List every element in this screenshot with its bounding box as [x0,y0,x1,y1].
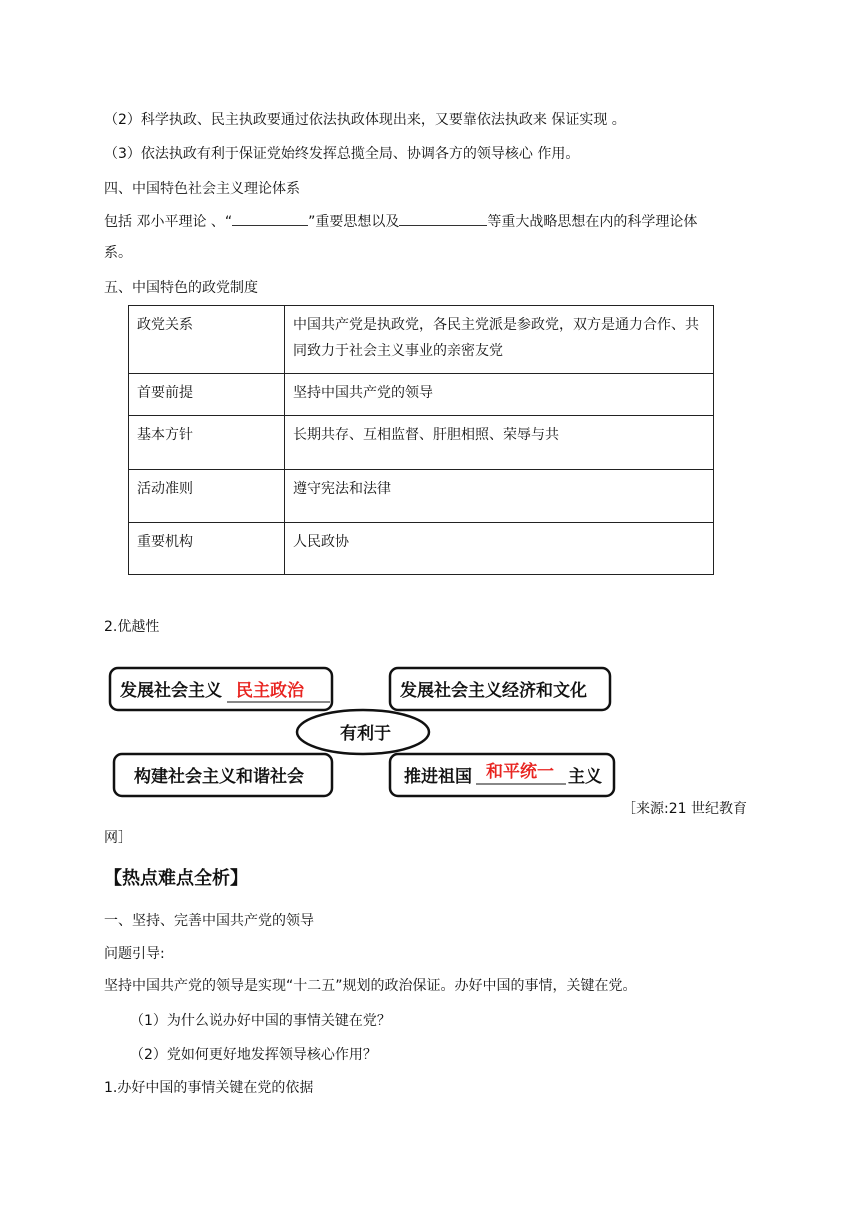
table-key: 活动准则 [129,470,285,523]
section-4-heading: 四、中国特色社会主义理论体系 [104,181,300,197]
question-text: 坚持中国共产党的领导是实现“十二五”规划的政治保证。办好中国的事情，关键在党。 [104,978,637,994]
table-key: 首要前提 [129,374,285,416]
table-row [129,306,714,374]
table-key: 政党关系 [129,306,285,374]
source-note-end: 网］ [104,830,132,846]
party-system-table [128,305,714,575]
advantage-diagram [100,660,620,800]
section-4-end: 系。 [104,245,132,261]
table-value: 中国共产党是执政党，各民主党派是参政党，双方是通力合作、共同致力于社会主义事业的亲密友党 [285,306,714,374]
section-5-heading: 五、中国特色的政党制度 [104,280,258,296]
text-line-3: （3）依法执政有利于保证党始终发挥总揽全局、协调各方的领导核心 作用。 [104,146,580,162]
section-1-heading: 一、坚持、完善中国共产党的领导 [104,913,314,929]
tr-text: 发展社会主义经济和文化 [400,681,587,701]
center-text: 有利于 [340,724,391,744]
hot-title: 【热点难点全析】 [104,868,248,889]
table-value: 长期共存、互相监督、肝胆相照、荣辱与共 [285,416,714,470]
point-1-heading: 1.办好中国的事情关键在党的依据 [104,1080,314,1096]
blank-2 [399,211,487,226]
section-4-text-a: 包括 邓小平理论 、“ [104,214,233,230]
source-note: ［来源:21 世纪教育 [622,801,747,817]
text-line-2: （2）科学执政、民主执政要通过依法执政体现出来，又要靠依法执政来 保证实现 。 [104,112,626,128]
blank-1 [232,211,308,226]
tl-prefix: 发展社会主义 [120,681,222,701]
table-value: 遵守宪法和法律 [285,470,714,523]
table-row [129,416,714,470]
br-fill: 和平统一 [486,762,554,782]
table-key: 基本方针 [129,416,285,470]
advantage-title: 2.优越性 [104,619,160,635]
bl-text: 构建社会主义和谐社会 [134,767,304,787]
section-4-text-b: ”重要思想以及 [308,214,400,230]
table-value: 人民政协 [285,523,714,575]
table-row [129,470,714,523]
table-value: 坚持中国共产党的领导 [285,374,714,416]
br-suffix: 主义 [568,767,602,787]
table-row [129,374,714,416]
section-4-body [104,211,697,232]
table-row [129,523,714,575]
br-prefix: 推进祖国 [404,767,472,787]
table-key: 重要机构 [129,523,285,575]
section-4-text-c: 等重大战略思想在内的科学理论体 [487,214,698,230]
tl-fill: 民主政治 [236,681,304,701]
question-lead: 问题引导: [104,946,165,962]
question-1: （1）为什么说办好中国的事情关键在党？ [130,1013,391,1029]
question-2: （2）党如何更好地发挥领导核心作用？ [130,1047,377,1063]
